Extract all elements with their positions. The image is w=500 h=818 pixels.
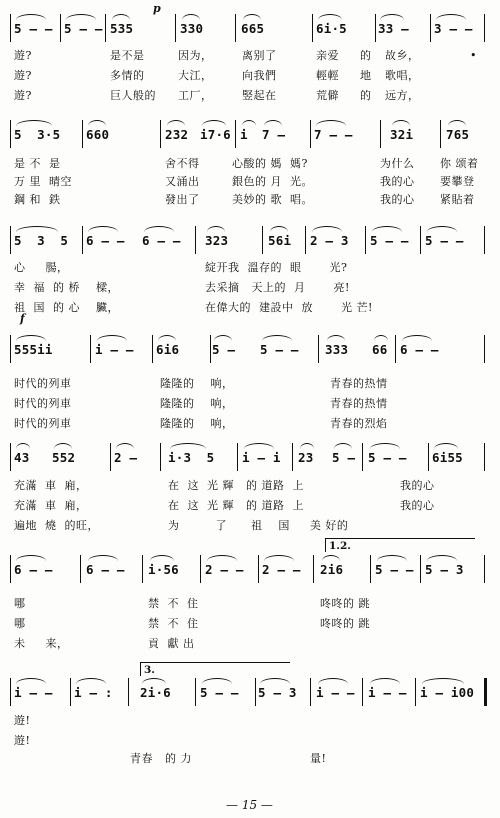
lyric-text: 因为，: [178, 49, 213, 62]
barline: [160, 443, 161, 471]
barline: [235, 120, 236, 148]
lyric-text: 銀色的 月 光。: [232, 175, 313, 188]
notation-segment: i7·6: [200, 127, 231, 142]
slur-mark: [207, 226, 225, 232]
barline: [430, 14, 431, 42]
slur-mark: [158, 335, 176, 341]
notation-segment: 43: [14, 450, 30, 465]
slur-mark: [16, 335, 46, 341]
volta-bracket-top: [325, 538, 475, 539]
notation-segment: i — i00: [420, 685, 475, 700]
lyric-text: 远方，: [385, 89, 420, 102]
notation-segment: 5 — —: [370, 233, 409, 248]
lyric-text: 遊!: [14, 734, 31, 747]
barline: [175, 14, 176, 42]
slur-mark: [207, 555, 237, 561]
lyric-text: 青春的热情: [330, 377, 388, 390]
barline: [105, 14, 106, 42]
lyric-text: 青春 的 力: [130, 752, 192, 765]
slur-mark: [202, 120, 226, 126]
notation-segment: 2 —: [114, 450, 138, 465]
barline: [428, 443, 429, 471]
barline: [258, 555, 259, 583]
notation-segment: 5 — —: [200, 685, 239, 700]
notation-segment: 6 — —: [400, 342, 439, 357]
barline: [237, 443, 238, 471]
lyric-text: 地: [360, 69, 372, 82]
lyric-text: 是 不 是: [14, 157, 61, 170]
slur-mark: [318, 678, 348, 684]
notation-segment: 32i: [390, 127, 414, 142]
slur-mark: [300, 443, 314, 449]
lyric-text: 心 腸，: [14, 261, 69, 274]
lyric-text: 巨人般的: [110, 89, 156, 102]
lyric-text: 多情的: [110, 69, 145, 82]
lyric-text: 故乡，: [385, 49, 420, 62]
lyric-text: 未 来，: [14, 637, 69, 650]
lyric-text: 心酸的 媽 媽?: [232, 157, 308, 170]
barline: [10, 120, 11, 148]
slur-mark: [312, 226, 342, 232]
barline: [262, 226, 263, 254]
barline: [310, 120, 311, 148]
slur-mark: [264, 120, 282, 126]
barline: [415, 678, 416, 706]
barline: [10, 443, 11, 471]
slur-mark: [436, 14, 466, 20]
lyric-text: 隆隆的 响，: [160, 397, 234, 410]
notation-segment: 765: [446, 127, 470, 142]
barline: [82, 120, 83, 148]
notation-segment: 5 — —: [14, 21, 53, 36]
notation-segment: 5 —: [332, 450, 356, 465]
barline: [362, 678, 363, 706]
barline: [362, 443, 363, 471]
slur-mark: [116, 443, 134, 449]
lyric-text: 隆隆的 响，: [160, 417, 234, 430]
lyric-text: 禁 不 住: [148, 597, 199, 610]
lyric-text: 我的心: [380, 193, 415, 206]
barline: [420, 555, 421, 583]
lyric-text: 在 这 光 輝 的 道路 上: [168, 499, 304, 512]
barline: [235, 14, 236, 42]
lyric-text: 青春的烈焰: [330, 417, 388, 430]
lyric-text: 我的心: [400, 479, 435, 492]
barline: [375, 14, 376, 42]
lyric-text: 时代的列車: [14, 397, 72, 410]
slur-mark: [427, 226, 457, 232]
slur-mark: [262, 335, 292, 341]
dynamic-mark-dyn-f: f: [20, 312, 25, 325]
slur-mark: [202, 678, 232, 684]
slur-mark: [150, 555, 174, 561]
lyric-text: 輕輕: [316, 69, 339, 82]
slur-mark: [242, 120, 256, 126]
barline: [484, 443, 485, 471]
notation-segment: 33 —: [378, 21, 409, 36]
slur-mark: [54, 443, 72, 449]
barline: [10, 14, 11, 42]
notation-segment: 7 —: [262, 127, 286, 142]
lyric-text: 大江，: [178, 69, 213, 82]
lyric-text: 你 颂着: [440, 157, 479, 170]
barline: [200, 555, 201, 583]
lyric-text: 哪: [14, 597, 26, 610]
slur-mark: [88, 226, 118, 232]
barline: [142, 555, 143, 583]
barline: [195, 226, 196, 254]
slur-mark: [427, 555, 457, 561]
barline: [82, 226, 83, 254]
lyric-text: 亲爱: [316, 49, 339, 62]
slur-mark: [322, 555, 340, 561]
slur-mark: [243, 14, 261, 20]
notation-segment: 2 — —: [205, 562, 244, 577]
slur-mark: [97, 335, 127, 341]
slur-mark: [214, 335, 232, 341]
lyric-text: 竪起在: [242, 89, 277, 102]
notation-segment: 3 — —: [434, 21, 473, 36]
lyric-text: 咚咚的 跳: [320, 617, 370, 630]
slur-mark: [144, 226, 174, 232]
barline: [365, 226, 366, 254]
lyric-text: 是不是: [110, 49, 145, 62]
slur-mark: [377, 555, 407, 561]
slur-mark: [422, 678, 464, 684]
lyric-text: 遊?: [14, 49, 32, 62]
notation-segment: 56i: [268, 233, 292, 248]
barline: [484, 678, 487, 706]
volta-bracket-side: [140, 662, 141, 676]
notation-segment: 5 3·5: [14, 127, 61, 142]
barline: [195, 678, 196, 706]
slur-mark: [167, 120, 185, 126]
notation-segment: 552: [52, 450, 76, 465]
slur-mark: [16, 443, 30, 449]
barline: [152, 335, 153, 363]
notation-segment: 5 — 3: [425, 562, 464, 577]
notation-segment: i·3 5: [168, 450, 215, 465]
barline: [484, 335, 485, 363]
lyric-text: •: [470, 49, 477, 62]
slur-mark: [66, 14, 96, 20]
barline: [370, 555, 371, 583]
lyric-text: 我的心: [400, 499, 435, 512]
notation-segment: 535: [110, 21, 134, 36]
lyric-text: 时代的列車: [14, 417, 72, 430]
notation-segment: 323: [205, 233, 229, 248]
slur-mark: [16, 678, 46, 684]
lyric-text: 紧貼着: [440, 193, 475, 206]
slur-mark: [370, 678, 400, 684]
lyric-text: 舍不得: [165, 157, 200, 170]
notation-segment: 6 — —: [14, 562, 53, 577]
lyric-text: 又涌出: [165, 175, 200, 188]
slur-mark: [327, 335, 345, 341]
lyric-text: 隆隆的 响，: [160, 377, 234, 390]
lyric-text: 遊?: [14, 89, 32, 102]
lyric-text: 去采摘 天上的 月 亮!: [205, 281, 350, 294]
barline: [313, 555, 314, 583]
notation-segment: 5 — —: [368, 450, 407, 465]
lyric-text: 遊?: [14, 69, 32, 82]
slur-mark: [402, 335, 432, 341]
slur-mark: [264, 555, 294, 561]
slur-mark: [374, 335, 388, 341]
notation-segment: i: [240, 127, 248, 142]
barline: [395, 335, 396, 363]
slur-mark: [318, 14, 342, 20]
lyric-text: 在偉大的 建設中 放 光 芒!: [205, 301, 373, 314]
slur-mark: [88, 555, 118, 561]
barline: [128, 678, 129, 706]
slur-mark: [112, 14, 130, 20]
lyric-text: 發出了: [165, 193, 200, 206]
lyric-text: 离别了: [242, 49, 277, 62]
lyric-text: 时代的列車: [14, 377, 72, 390]
notation-segment: 555ii: [14, 342, 53, 357]
notation-segment: i — —: [95, 342, 134, 357]
notation-segment: 6 — —: [142, 233, 181, 248]
slur-mark: [244, 443, 274, 449]
lyric-text: 遊!: [14, 714, 31, 727]
notation-segment: 6i6: [156, 342, 180, 357]
lyric-text: 充滿 車 廂，: [14, 499, 88, 512]
notation-segment: 23: [298, 450, 314, 465]
barline: [310, 678, 311, 706]
notation-segment: 5 — —: [64, 21, 103, 36]
barline: [110, 443, 111, 471]
notation-segment: i — —: [14, 685, 53, 700]
slur-mark: [260, 678, 290, 684]
barline: [305, 226, 306, 254]
slur-mark: [448, 120, 466, 126]
volta-bracket-top: [140, 662, 290, 663]
notation-segment: 5 — —: [375, 562, 414, 577]
volta-label: 3.: [144, 664, 155, 676]
lyric-text: 遍地 燒 的旺，: [14, 519, 99, 532]
lyric-text: 的: [360, 89, 372, 102]
barline: [10, 226, 11, 254]
lyric-text: 的: [360, 49, 372, 62]
barline: [80, 555, 81, 583]
slur-mark: [270, 226, 288, 232]
slur-mark: [16, 555, 46, 561]
barline: [10, 555, 11, 583]
slur-mark: [142, 678, 166, 684]
notation-segment: 330: [180, 21, 204, 36]
notation-segment: 2i·6: [140, 685, 171, 700]
notation-segment: 7 — —: [314, 127, 353, 142]
slur-mark: [16, 14, 46, 20]
lyric-text: 向我們: [242, 69, 277, 82]
notation-segment: 660: [86, 127, 110, 142]
slur-mark: [76, 678, 106, 684]
lyric-text: 我的心: [380, 175, 415, 188]
lyric-text: 充滿 車 廂，: [14, 479, 88, 492]
barline: [90, 335, 91, 363]
slur-mark: [334, 443, 352, 449]
notation-segment: 5 — —: [425, 233, 464, 248]
barline: [160, 120, 161, 148]
slur-mark: [370, 443, 400, 449]
notation-segment: 5 — —: [260, 342, 299, 357]
lyric-text: 綻开我 溫存的 眼 光?: [205, 261, 348, 274]
slur-mark: [88, 120, 106, 126]
barline: [10, 678, 11, 706]
lyric-text: 祖 国 的 心 臟，: [14, 301, 119, 314]
notation-segment: 232: [165, 127, 189, 142]
lyric-text: 要攀登: [440, 175, 475, 188]
lyric-text: 青春的热情: [330, 397, 388, 410]
lyric-text: 美妙的 歌 唱。: [232, 193, 313, 206]
notation-segment: 6i·5: [316, 21, 347, 36]
barline: [484, 555, 485, 583]
lyric-text: 工厂，: [178, 89, 213, 102]
notation-segment: i — —: [368, 685, 407, 700]
notation-segment: 6 — —: [86, 562, 125, 577]
slur-mark: [372, 226, 402, 232]
barline: [60, 14, 61, 42]
lyric-text: 鋼 和 鉄: [14, 193, 61, 206]
slur-mark: [434, 443, 458, 449]
lyric-text: 貢 獻 出: [148, 637, 195, 650]
notation-segment: 6 — —: [86, 233, 125, 248]
barline: [312, 14, 313, 42]
slur-mark: [182, 14, 200, 20]
barline: [440, 120, 441, 148]
notation-segment: 5 3 5: [14, 233, 69, 248]
notation-segment: 2 — —: [262, 562, 301, 577]
notation-segment: 665: [241, 21, 265, 36]
dynamic-mark-dyn-p: p: [153, 2, 161, 15]
lyric-text: 量!: [310, 752, 327, 765]
volta-bracket-side: [325, 538, 326, 552]
slur-mark: [16, 120, 52, 126]
lyric-text: 咚咚的 跳: [320, 597, 370, 610]
lyric-text: 哪: [14, 617, 26, 630]
lyric-text: 禁 不 住: [148, 617, 199, 630]
lyric-text: 歌唱，: [385, 69, 420, 82]
barline: [255, 678, 256, 706]
lyric-text: 为 了 祖 国 美 好的: [168, 519, 349, 532]
barline: [318, 335, 319, 363]
notation-segment: 2i6: [320, 562, 344, 577]
barline: [70, 678, 71, 706]
notation-segment: i — —: [316, 685, 355, 700]
volta-label: 1.2.: [329, 540, 351, 552]
slur-mark: [392, 120, 410, 126]
barline: [420, 226, 421, 254]
notation-segment: i — :: [74, 685, 113, 700]
notation-segment: 5 — 3: [258, 685, 297, 700]
lyric-text: 幸 福 的 桥 樑，: [14, 281, 119, 294]
slur-mark: [380, 14, 404, 20]
barline: [484, 226, 485, 254]
lyric-text: 荒僻: [316, 89, 339, 102]
notation-segment: i·56: [148, 562, 179, 577]
barline: [380, 120, 381, 148]
slur-mark: [16, 226, 58, 232]
lyric-text: 在 这 光 輝 的 道路 上: [168, 479, 304, 492]
lyric-text: 为什么: [380, 157, 415, 170]
notation-segment: 5 —: [212, 342, 236, 357]
slur-mark: [316, 120, 346, 126]
barline: [484, 14, 485, 42]
notation-segment: 333: [325, 342, 349, 357]
barline: [10, 335, 11, 363]
notation-segment: 6i55: [432, 450, 463, 465]
barline: [292, 443, 293, 471]
page-number: — 15 —: [226, 798, 273, 812]
notation-segment: 66: [372, 342, 388, 357]
notation-segment: 2 — 3: [310, 233, 349, 248]
lyric-text: 万 里 晴空: [14, 175, 72, 188]
notation-segment: i — i: [242, 450, 281, 465]
slur-mark: [170, 443, 206, 449]
